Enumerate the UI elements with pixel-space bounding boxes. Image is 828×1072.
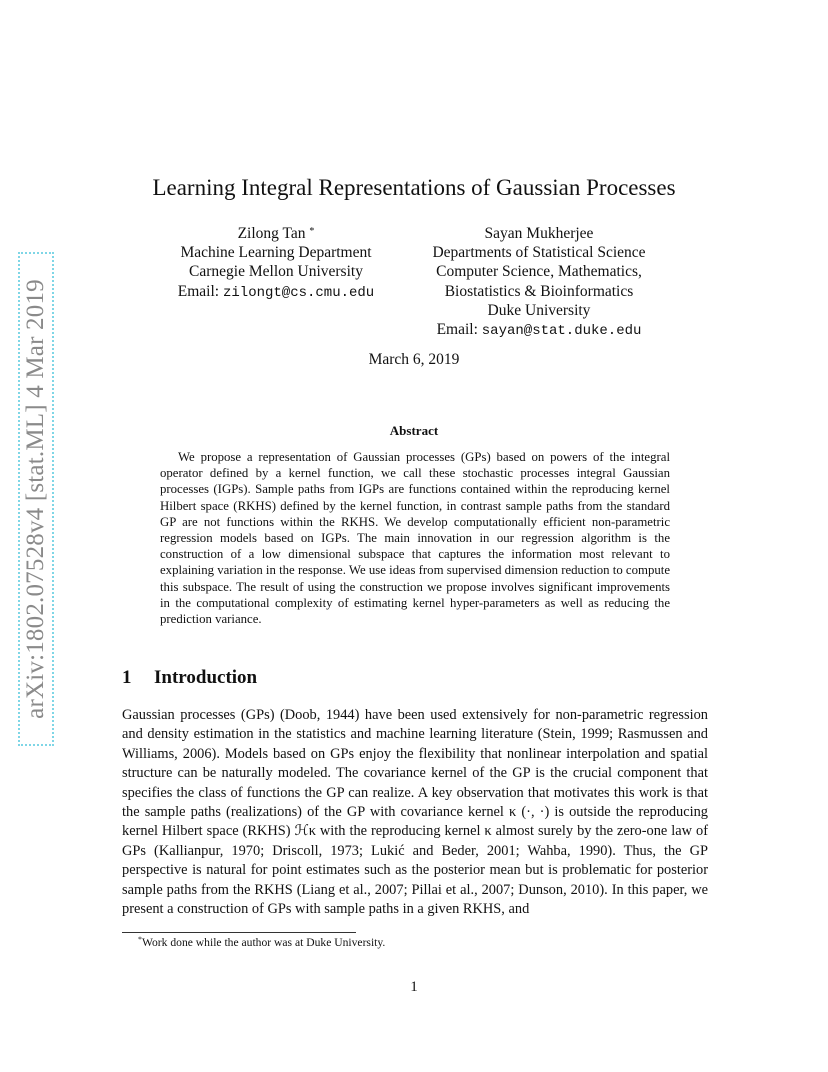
author-affiliation-line: Duke University [487,301,591,319]
section-number: 1 [122,667,132,688]
arxiv-stamp [18,252,54,746]
author-name: Sayan Mukherjee [484,225,594,242]
author-name: Zilong Tan [237,225,306,242]
email-label: Email: [436,321,482,339]
author-affiliation-line: Computer Science, Mathematics, [436,263,642,281]
email-label: Email: [177,282,223,300]
footnote [138,936,385,949]
author-email[interactable]: zilongt@cs.cmu.edu [222,284,375,301]
footnote-marker: * [309,226,315,237]
author-affiliation-line: Biostatistics & Bioinformatics [444,282,634,300]
section-heading [122,667,257,689]
arxiv-identifier: arXiv:1802.07528v4 [stat.ML] 4 Mar 2019 [22,279,49,719]
introduction-text: Gaussian processes (GPs) (Doob, 1944) have been used extensively for non-parametric regression and density estimation in the statistics and machine learning literature (Stein, 1999; Rasmussen and Williams, 2006). Models based on GPs enjoy the flexibility that nonlinear interpolation and spatial structure can be naturally modeled. The covariance kernel of the GP is the crucial component that specifies the class of functions the GP can realize. A key observation that motivates this work is that the sample paths (realizations) of the GP with covariance kernel κ (·, ·) is outside the reproducing kernel Hilbert space (RKHS) ℋκ with the reproducing kernel κ almost surely by the zero-one law of GPs (Kallianpur, 1970; Driscoll, 1973; Lukić and Beder, 2001; Wahba, 1990). Thus, the GP perspective is natural for point estimates such as the posterior mean but is problematic for posterior sample paths from the RKHS (Liang et al., 2007; Pillai et al., 2007; Dunson, 2010). In this paper, we present a construction of GPs with sample paths in a given RKHS, and [122,707,708,918]
author-block-1 [160,224,392,303]
abstract-text: We propose a representation of Gaussian processes (GPs) based on powers of the integral operator defined by a kernel function, we call these stochastic processes integral Gaussian processes (IGPs). Sample paths from IGPs are functions contained within the reproducing kernel Hilbert space (RKHS) defined by the kernel function, in contrast sample paths from the standard GP are not functions within the RKHS. We develop computationally efficient non-parametric regression models based on IGPs. The main innovation in our regression algorithm is the construction of a low dimensional subspace that captures the information most relevant to explaining variation in the response. We use ideas from supervised dimension reduction to compute this subspace. The result of using the construction we propose involves significant improvements in the computational complexity of estimating kernel hyper-parameters as well as reducing the prediction variance. [160,450,670,627]
footnote-divider [122,932,356,933]
author-affiliation-line: Departments of Statistical Science [432,244,646,262]
abstract-heading: Abstract [389,423,439,438]
author-block-2 [410,224,668,341]
section-title: Introduction [154,667,258,688]
author-affiliation-line: Carnegie Mellon University [189,263,363,281]
author-email-line [160,282,392,303]
author-affiliation-line: Machine Learning Department [180,244,372,262]
page-number: 1 [410,979,418,995]
paper-date: March 6, 2019 [368,351,460,368]
paper-title: Learning Integral Representations of Gaussian Processes [152,175,676,200]
footnote-text: Work done while the author was at Duke University. [142,936,386,949]
footnote-marker: * [138,935,142,944]
author-name-line [160,224,392,243]
author-email-line [410,320,668,341]
author-email[interactable]: sayan@stat.duke.edu [481,323,642,340]
